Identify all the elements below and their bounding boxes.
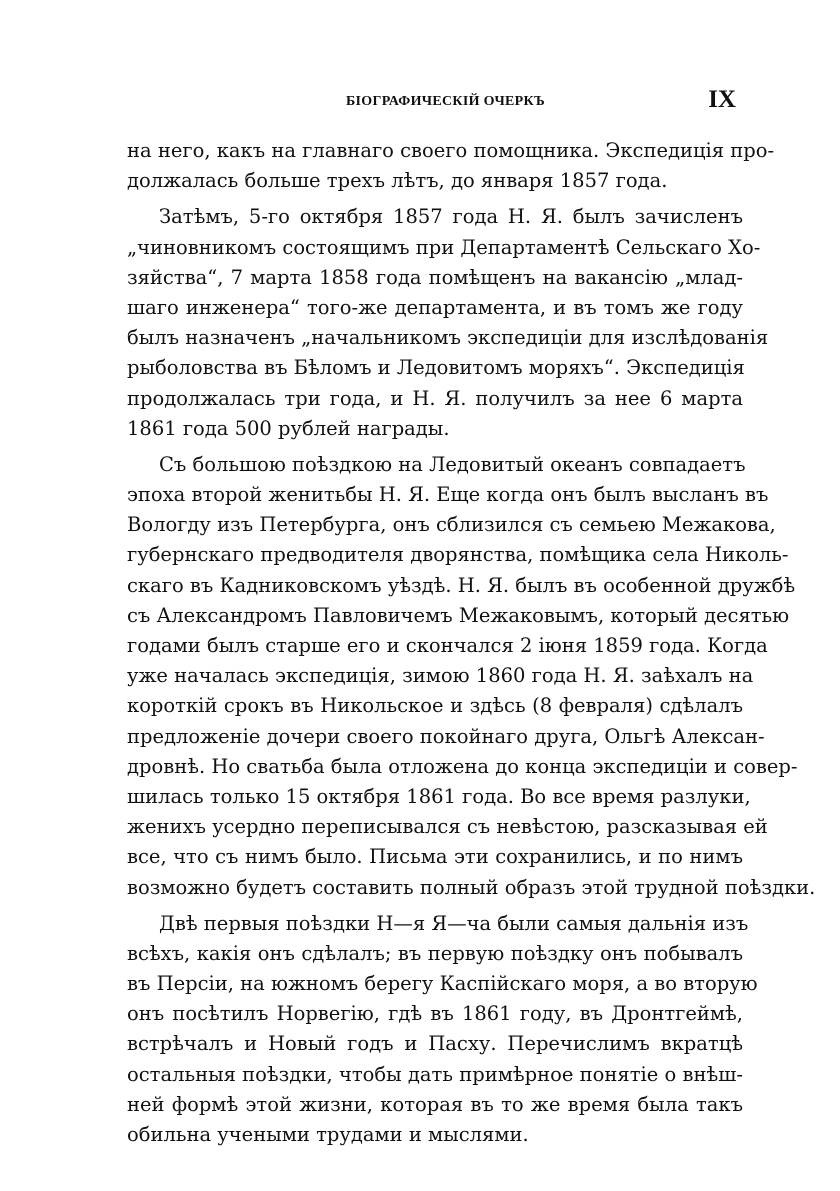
text-line: „чиновникомъ состоящимъ при Департаментѣ Сельскаго Хо- [127,235,761,259]
text-line: на него, какъ на главнаго своего помощника. Экспедиція про- [127,139,775,162]
text-line: шаго инженера“ того-же департамента, и въ томъ же году [127,295,743,319]
text-line: эпоха второй женитьбы Н. Я. Еще когда онъ былъ высланъ въ [127,483,769,507]
page-number: IX [708,86,736,113]
text-line: предложеніе дочери своего покойнаго друга, Ольгѣ Алексан- [127,724,765,748]
text-line: Затѣмъ, 5-го октября 1857 года Н. Я. былъ зачисленъ [159,205,743,229]
text-line: рыболовства въ Бѣломъ и Ледовитомъ моряхъ“. Экспедиція [127,356,745,380]
text-line: ней формѣ этой жизни, которая въ то же время была такъ [127,1092,743,1116]
text-line: все, что съ нимъ было. Письма эти сохранились, и по нимъ [127,845,743,869]
text-line: съ Александромъ Павловичемъ Межаковымъ, который десятью [127,603,790,627]
text-line: возможно будетъ составить полный образъ этой трудной поѣздки. [127,875,816,899]
text-line: Вологду изъ Петербурга, онъ сблизился съ семьею Межакова, [127,513,776,537]
paragraph-2 [127,202,769,444]
text-line: былъ назначенъ „начальникомъ экспедиціи для изслѣдованія [127,326,769,350]
text-line: Съ большою поѣздкою на Ледовитый океанъ совпадаетъ [159,452,746,476]
text-line: должалась больше трехъ лѣтъ, до января 1857 года. [127,169,668,193]
text-line: уже началась экспедиція, зимою 1860 года Н. Я. заѣхалъ на [127,664,754,688]
text-line: 1861 года 500 рублей награды. [127,416,450,440]
text-line: обильна учеными трудами и мыслями. [127,1123,529,1146]
text-line: скаго въ Кадниковскомъ уѣздѣ. Н. Я. былъ въ особенной дружбѣ [127,573,796,597]
text-line: шилась только 15 октября 1861 года. Во все время разлуки, [127,784,751,808]
running-title: БІОГРАФИЧЕСКІЙ ОЧЕРКЪ [346,94,545,109]
paragraph-4 [127,909,758,1151]
text-line: дровнѣ. Но сватьба была отложена до конца экспедиціи и совер- [127,754,798,778]
text-line: зяйства“, 7 марта 1858 года помѣщенъ на вакансію „млад- [127,265,743,289]
paragraph-3 [127,450,816,903]
text-line: женихъ усердно переписывался съ невѣстою, разсказывая ей [127,815,768,839]
paragraph-1 [127,136,775,196]
text-line: губернскаго предводителя дворянства, помѣщика села Николь- [127,543,789,567]
text-line: встрѣчалъ и Новый годъ и Пасху. Перечислимъ вкратцѣ [127,1032,743,1056]
text-line: остальныя поѣздки, чтобы дать примѣрное понятіе о внѣш- [127,1062,743,1086]
text-line: продолжалась три года, и Н. Я. получилъ за нее 6 марта [127,386,743,410]
text-line: въ Персіи, на южномъ берегу Каспійскаго моря, а во вторую [127,972,758,996]
text-line: онъ посѣтилъ Норвегію, гдѣ въ 1861 году, въ Дронтгеймѣ, [127,1002,743,1026]
text-line: короткій срокъ въ Никольское и здѣсь (8 февраля) сдѣлалъ [127,694,743,718]
text-line: годами былъ старше его и скончался 2 іюня 1859 года. Когда [127,634,768,657]
running-head [130,88,744,118]
text-line: всѣхъ, какія онъ сдѣлалъ; въ первую поѣздку онъ побывалъ [127,941,743,965]
text-line: Двѣ первыя поѣздки Н—я Я—ча были самыя дальнія изъ [159,911,749,935]
body-text [127,136,816,1150]
